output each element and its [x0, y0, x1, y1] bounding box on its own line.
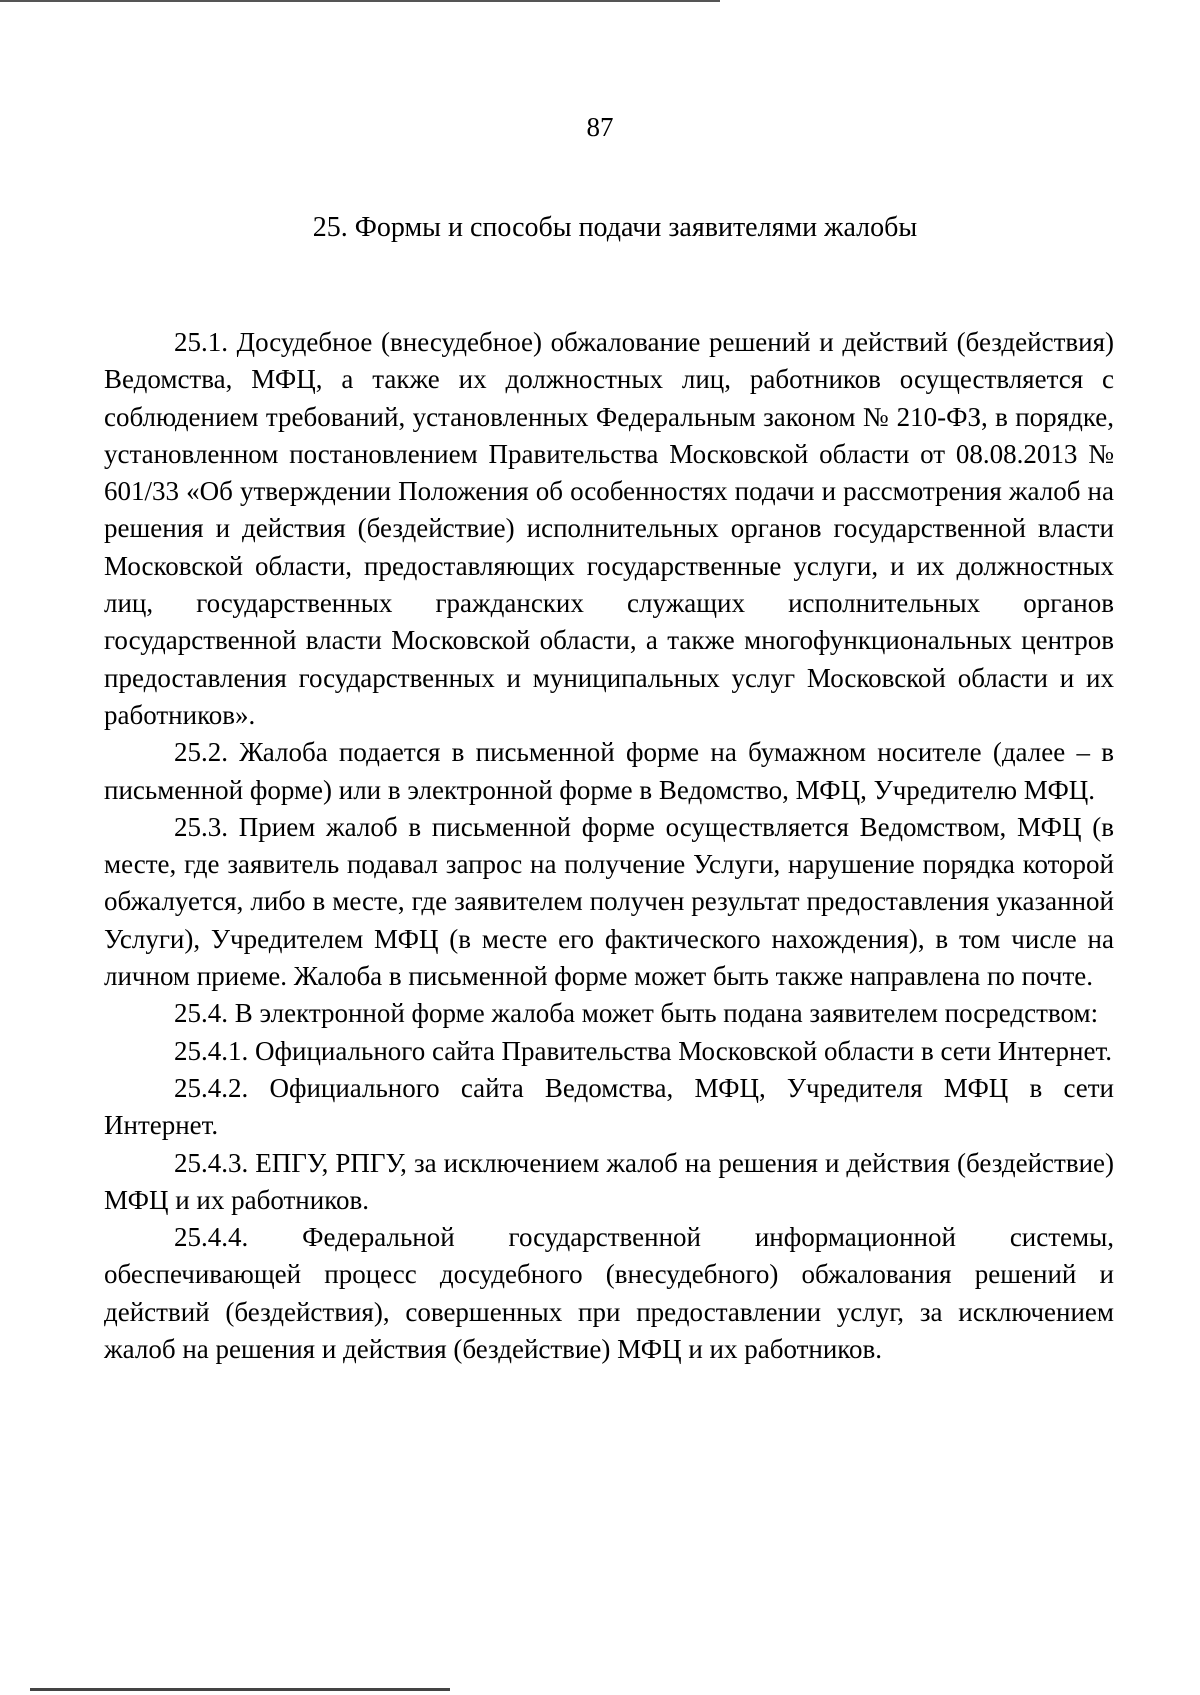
paragraph-25-4-3: 25.4.3. ЕПГУ, РПГУ, за исключением жалоб на решения и действия (бездействие) МФЦ и их работников. [104, 1147, 1114, 1215]
paragraph-25-4: 25.4. В электронной форме жалоба может быть подана заявителем посредством: [174, 998, 1099, 1029]
scan-edge-bottom [30, 1688, 450, 1691]
paragraph-25-2: 25.2. Жалоба подается в письменной форме на бумажном носителе (далее – в письменной форме) или в электронной форме в Ведомство, МФЦ, Учредителю МФЦ. [104, 737, 1114, 805]
paragraph-25-3: 25.3. Прием жалоб в письменной форме осуществляется Ведомством, МФЦ (в месте, где заявитель подавал запрос на получение Услуги, нарушение порядка которой обжалуется, либо в месте, где заявителем получен результат предоставления указанной Услуги), Учредителем МФЦ (в месте его фактического нахождения), в том числе на личном приеме. Жалоба в письменной форме может быть также направлена по почте. [104, 811, 1114, 992]
paragraph-25-4-1: 25.4.1. Официального сайта Правительства Московской области в сети Интернет. [174, 1035, 1112, 1066]
scan-edge-top [0, 0, 720, 2]
paragraph-25-4-2: 25.4.2. Официального сайта Ведомства, МФЦ, Учредителя МФЦ в сети Интернет. [104, 1072, 1114, 1141]
body-text [104, 324, 1114, 1368]
page-number: 87 [586, 112, 614, 142]
paragraph-25-4-4: 25.4.4. Федеральной государственной информационной системы, обеспечивающей процесс досудебного (внесудебного) обжалования решений и действий (бездействия), совершенных при предоставлении услуг, за исключением жалоб на решения и действия (бездействие) МФЦ и их работников. [104, 1222, 1114, 1365]
section-title: 25. Формы и способы подачи заявителями жалобы [312, 212, 918, 243]
paragraph-25-1: 25.1. Досудебное (внесудебное) обжалование решений и действий (бездействия) Ведомства, МФЦ, а также их должностных лиц, работников осуществляется с соблюдением требований, установленных Федеральным законом № 210-ФЗ, в порядке, установленном постановлением Правительства Московской области от 08.08.2013 № 601/33 «Об утверждении Положения об особенностях подачи и рассмотрения жалоб на решения и действия (бездействие) исполнительных органов государственной власти Московской области, предоставляющих государственные услуги, и их должностных лиц, государственных гражданских служащих исполнительных органов государственной власти Московской области, а также многофункциональных центров предоставления государственных и муниципальных услуг Московской области и их работников». [104, 327, 1114, 730]
